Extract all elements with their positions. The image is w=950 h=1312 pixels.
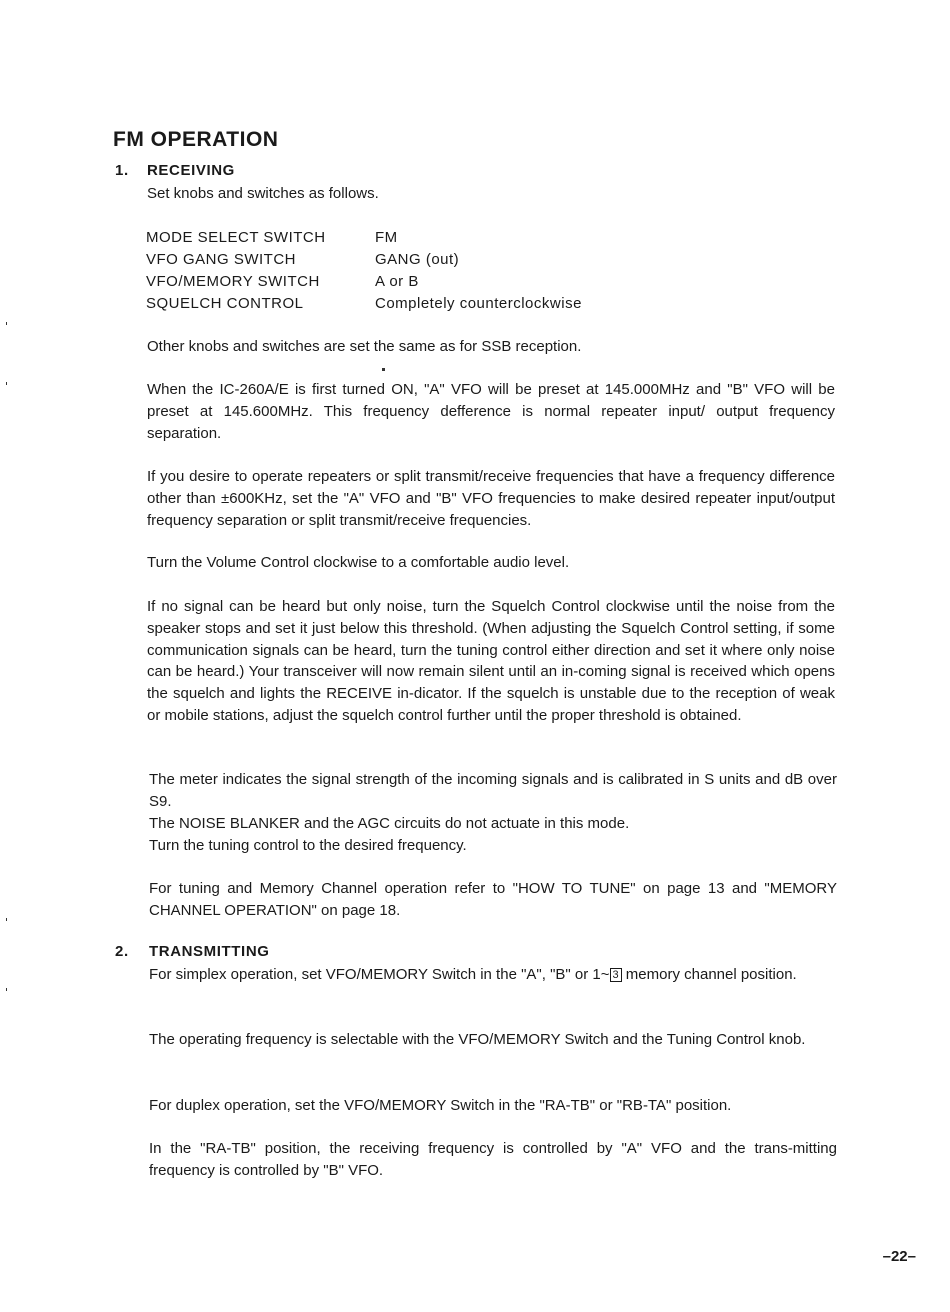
setting-name: VFO GANG SWITCH <box>146 251 296 268</box>
paragraph-other-knobs: Other knobs and switches are set the same as for SSB reception. <box>147 338 582 355</box>
paragraph-noise-blanker: The NOISE BLANKER and the AGC circuits do not actuate in this mode. <box>149 815 630 832</box>
memory-channel-box: 3 <box>610 968 622 982</box>
simplex-tail: memory channel position. <box>621 966 797 983</box>
scan-speck <box>6 322 7 325</box>
setting-name: VFO/MEMORY SWITCH <box>146 273 320 290</box>
page-title: FM OPERATION <box>113 128 279 151</box>
paragraph-volume: Turn the Volume Control clockwise to a comfortable audio level. <box>147 554 570 571</box>
simplex-text: For simplex operation, set VFO/MEMORY Switch in the "A", "B" or 1~ <box>149 966 610 983</box>
scan-speck <box>6 918 7 921</box>
setting-name: MODE SELECT SWITCH <box>146 229 326 246</box>
scan-speck <box>6 382 7 385</box>
setting-value: A or B <box>375 273 419 290</box>
receiving-intro: Set knobs and switches as follows. <box>147 185 379 202</box>
scan-speck <box>382 368 385 371</box>
setting-value: FM <box>375 229 398 246</box>
paragraph-squelch: If no signal can be heard but only noise, turn the Squelch Control clockwise until the noise from the speaker stops and set it just below this threshold. (When adjusting the Squelch Control setting, if some communication signals can be heard, turn the tuning control either direction and set it where only noise can be heard.) Your transceiver will now remain silent until an in-coming signal is received which opens the squelch and lights the RECEIVE in-dicator. If the squelch is unstable due to the reception of weak or mobile stations, adjust the squelch control further until the proper threshold is obtained. <box>147 598 835 724</box>
paragraph-see-pages: For tuning and Memory Channel operation refer to "HOW TO TUNE" on page 13 and "MEMORY CHANNEL OPERATION" on page 18. <box>149 880 837 919</box>
paragraph-operating-frequency: The operating frequency is selectable with the VFO/MEMORY Switch and the Tuning Control knob. <box>149 1031 806 1048</box>
paragraph-vfo-preset: When the IC-260A/E is first turned ON, "A" VFO will be preset at 145.000MHz and "B" VFO will be preset at 145.600MHz. This frequency defference is normal repeater input/ output frequency separation. <box>147 381 835 442</box>
setting-value: Completely counterclockwise <box>375 295 582 312</box>
section-heading-receiving <box>0 162 950 182</box>
section-heading-transmitting <box>0 943 950 963</box>
setting-name: SQUELCH CONTROL <box>146 295 304 312</box>
page-number: –22– <box>882 1248 916 1265</box>
scan-speck <box>6 988 7 991</box>
section-number: 1. <box>115 162 129 179</box>
section-title: RECEIVING <box>147 162 235 179</box>
paragraph-tuning: Turn the tuning control to the desired frequency. <box>149 837 467 854</box>
paragraph-duplex: For duplex operation, set the VFO/MEMORY Switch in the "RA-TB" or "RB-TA" position. <box>149 1097 732 1114</box>
section-title: TRANSMITTING <box>149 943 270 960</box>
section-number: 2. <box>115 943 129 960</box>
paragraph-repeater-offset: If you desire to operate repeaters or split transmit/receive frequencies that have a frequency difference other than ±600KHz, set the "A" VFO and "B" VFO frequencies to make desired repeater input/output frequency separation or split transmit/receive frequencies. <box>147 468 835 529</box>
paragraph-ra-tb: In the "RA-TB" position, the receiving frequency is controlled by "A" VFO and the trans-mitting frequency is controlled by "B" VFO. <box>149 1140 837 1179</box>
paragraph-simplex <box>149 964 837 986</box>
setting-value: GANG (out) <box>375 251 460 268</box>
paragraph-meter: The meter indicates the signal strength of the incoming signals and is calibrated in S units and dB over S9. <box>149 771 837 810</box>
